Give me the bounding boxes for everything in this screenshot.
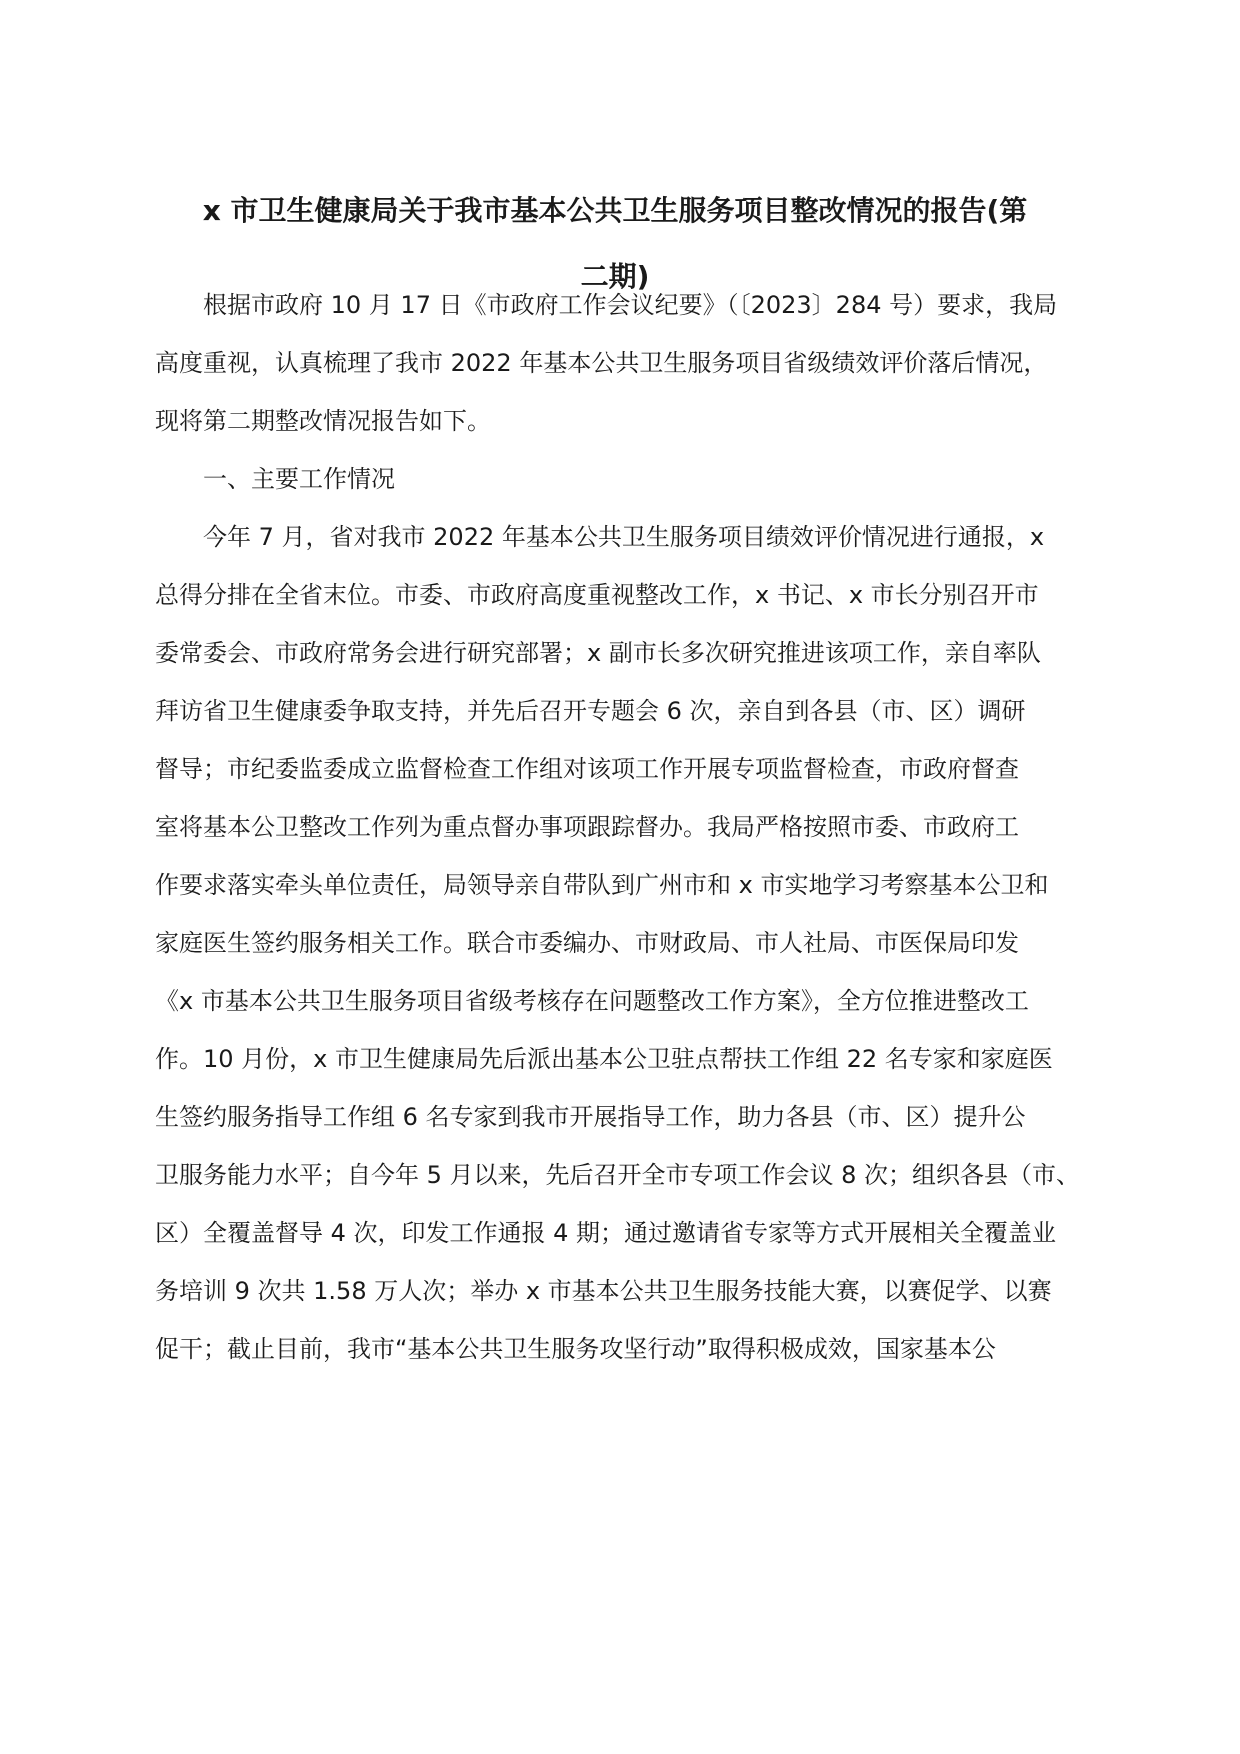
paragraph-line: 现将第二期整改情况报告如下。 [155,407,491,435]
paragraph-line: 促干；截止目前，我市“基本公共卫生服务攻坚行动”取得积极成效，国家基本公 [155,1335,996,1363]
paragraph-line: 根据市政府 10 月 17 日《市政府工作会议纪要》（〔2023〕284 号）要求，我局 [203,291,1058,319]
section-heading: 一、主要工作情况 [203,465,395,493]
paragraph-line: 区）全覆盖督导 4 次，印发工作通报 4 期；通过邀请省专家等方式开展相关全覆盖业 [155,1219,1057,1247]
document-title-line-2: 二期) [580,260,650,293]
paragraph-line: 督导；市纪委监委成立监督检查工作组对该项工作开展专项监督检查，市政府督查 [155,755,1019,783]
paragraph-line: 室将基本公卫整改工作列为重点督办事项跟踪督办。我局严格按照市委、市政府工 [155,813,1019,841]
paragraph-line: 务培训 9 次共 1.58 万人次；举办 x 市基本公共卫生服务技能大赛，以赛促学、以赛 [155,1277,1052,1305]
paragraph-line: 《x 市基本公共卫生服务项目省级考核存在问题整改工作方案》，全方位推进整改工 [155,987,1029,1015]
paragraph-line: 作要求落实牵头单位责任，局领导亲自带队到广州市和 x 市实地学习考察基本公卫和 [155,871,1049,899]
paragraph-line: 卫服务能力水平；自今年 5 月以来，先后召开全市专项工作会议 8 次；组织各县（市、 [155,1161,1081,1189]
paragraph-line: 家庭医生签约服务相关工作。联合市委编办、市财政局、市人社局、市医保局印发 [155,929,1019,957]
paragraph-line: 今年 7 月，省对我市 2022 年基本公共卫生服务项目绩效评价情况进行通报，x [203,523,1045,551]
paragraph-line: 高度重视，认真梳理了我市 2022 年基本公共卫生服务项目省级绩效评价落后情况， [155,349,1048,377]
paragraph-line: 拜访省卫生健康委争取支持，并先后召开专题会 6 次，亲自到各县（市、区）调研 [155,697,1026,725]
paragraph-line: 委常委会、市政府常务会进行研究部署；x 副市长多次研究推进该项工作，亲自率队 [155,639,1041,667]
paragraph-line: 作。10 月份，x 市卫生健康局先后派出基本公卫驻点帮扶工作组 22 名专家和家庭医 [155,1045,1053,1073]
paragraph-line: 生签约服务指导工作组 6 名专家到我市开展指导工作，助力各县（市、区）提升公 [155,1103,1026,1131]
document-title-line-1: x 市卫生健康局关于我市基本公共卫生服务项目整改情况的报告(第 [202,194,1028,227]
paragraph-line: 总得分排在全省末位。市委、市政府高度重视整改工作，x 书记、x 市长分别召开市 [155,581,1039,609]
